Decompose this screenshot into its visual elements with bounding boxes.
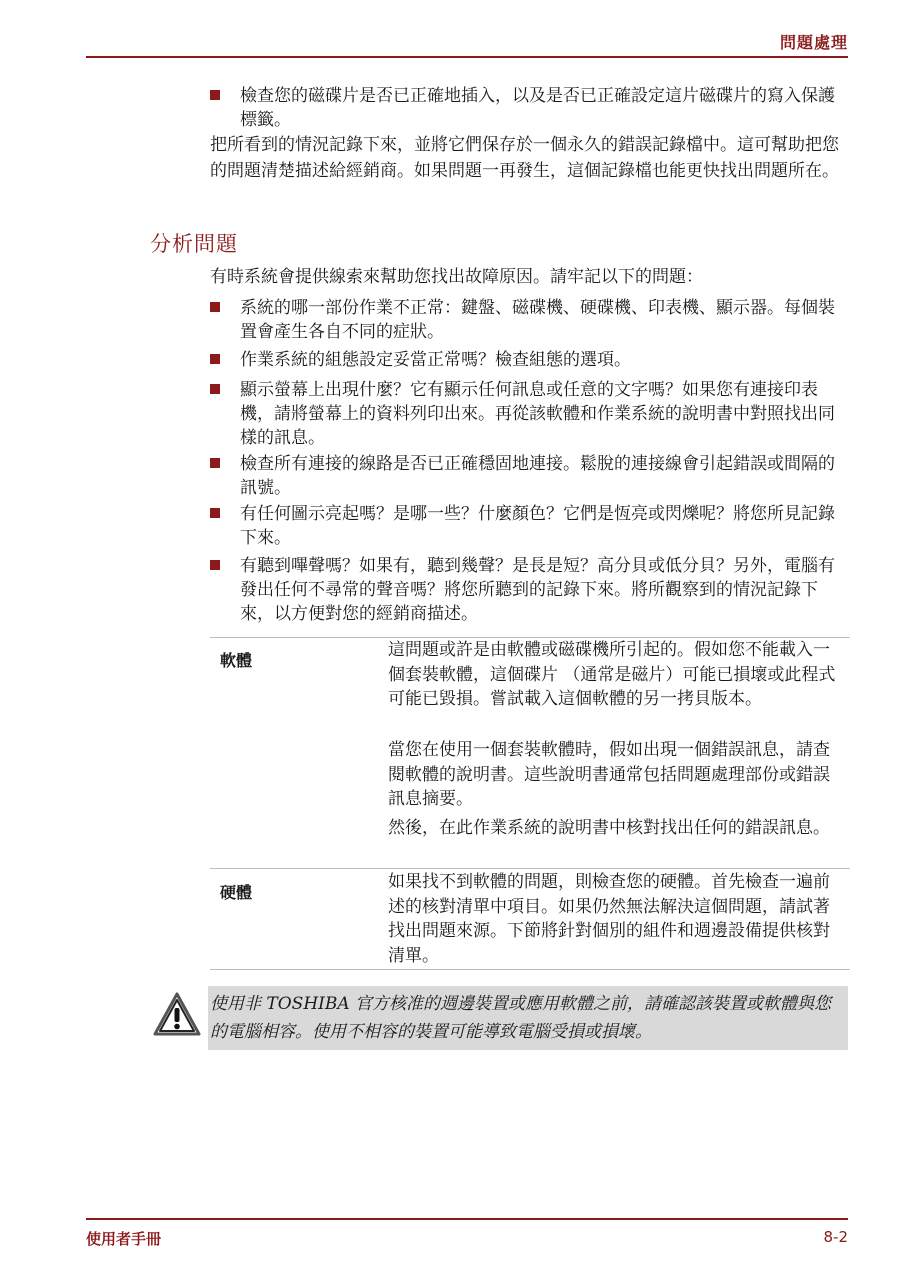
list-item bbox=[210, 378, 846, 450]
list-item bbox=[210, 554, 846, 626]
warning-text: 使用非 TOSHIBA 官方核准的週邊裝置或應用軟體之前，請確認該裝置或軟體與您的電腦相容。使用不相容的裝置可能導致電腦受損或損壞。 bbox=[210, 994, 832, 1042]
list-item-text: 有聽到嗶聲嗎？如果有，聽到幾聲？是長是短？高分貝或低分貝？另外，電腦有發出任何不尋常的聲音嗎？將您所聽到的記錄下來。將所觀察到的情況記錄下來，以方便對您的經銷商描述。 bbox=[240, 556, 835, 624]
page-number: 8-2 bbox=[823, 1228, 848, 1246]
list-item bbox=[210, 502, 846, 550]
footer-manual-title: 使用者手冊 bbox=[86, 1230, 162, 1248]
list-item-text: 檢查所有連接的線路是否已正確穩固地連接。鬆脫的連接線會引起錯誤或間隔的訊號。 bbox=[240, 454, 835, 498]
section-heading: 分析問題 bbox=[150, 232, 238, 256]
page-header-title: 問題處理 bbox=[779, 33, 848, 52]
table-rule bbox=[210, 868, 850, 869]
footer-divider bbox=[86, 1218, 848, 1220]
list-item bbox=[210, 84, 846, 132]
list-item bbox=[210, 452, 846, 500]
list-item-text: 檢查您的磁碟片是否已正確地插入，以及是否已正確設定這片磁碟片的寫入保護標籤。 bbox=[240, 86, 835, 130]
list-item bbox=[210, 296, 846, 344]
table-cell-paragraph: 然後，在此作業系統的說明書中核對找出任何的錯誤訊息。 bbox=[388, 818, 830, 838]
bullet-square-icon bbox=[210, 508, 220, 518]
bullet-square-icon bbox=[210, 354, 220, 364]
bullet-square-icon bbox=[210, 560, 220, 570]
table-cell-paragraph: 這問題或許是由軟體或磁碟機所引起的。假如您不能載入一個套裝軟體，這個碟片 （通常是磁片）可能已損壞或此程式可能已毀損。嘗試載入這個軟體的另一拷貝版本。 bbox=[388, 640, 836, 709]
list-item-text: 有任何圖示亮起嗎？是哪一些？什麼顏色？它們是恆亮或閃爍呢？將您所見記錄下來。 bbox=[240, 504, 835, 548]
header-divider bbox=[86, 56, 848, 58]
table-rule bbox=[210, 969, 850, 970]
bullet-square-icon bbox=[210, 302, 220, 312]
bullet-square-icon bbox=[210, 90, 220, 100]
intro-paragraph: 把所看到的情況記錄下來，並將它們保存於一個永久的錯誤記錄檔中。這可幫助把您的問題清楚描述給經銷商。如果問題一再發生，這個記錄檔也能更快找出問題所在。 bbox=[210, 135, 839, 181]
bullet-square-icon bbox=[210, 384, 220, 394]
bullet-square-icon bbox=[210, 458, 220, 468]
list-item-text: 作業系統的組態設定妥當正常嗎？檢查組態的選項。 bbox=[240, 350, 631, 370]
warning-triangle-icon bbox=[153, 990, 201, 1038]
table-cell-paragraph: 如果找不到軟體的問題，則檢查您的硬體。首先檢查一遍前述的核對清單中項目。如果仍然無法解決這個問題，請試著找出問題來源。下節將針對個別的組件和週邊設備提供核對清單。 bbox=[388, 872, 830, 966]
list-item-text: 系統的哪一部份作業不正常：鍵盤、磁碟機、硬碟機、印表機、顯示器。每個裝置會產生各自不同的症狀。 bbox=[240, 298, 835, 342]
table-row-label-software: 軟體 bbox=[220, 651, 253, 670]
list-item bbox=[210, 348, 846, 372]
section-intro: 有時系統會提供線索來幫助您找出故障原因。請牢記以下的問題： bbox=[210, 267, 703, 287]
table-row-label-hardware: 硬體 bbox=[220, 883, 253, 902]
table-cell-paragraph: 當您在使用一個套裝軟體時，假如出現一個錯誤訊息，請查閱軟體的說明書。這些說明書通常包括問題處理部份或錯誤訊息摘要。 bbox=[388, 740, 830, 809]
list-item-text: 顯示螢幕上出現什麼？它有顯示任何訊息或任意的文字嗎？如果您有連接印表機，請將螢幕上的資料列印出來。再從該軟體和作業系統的說明書中對照找出同樣的訊息。 bbox=[240, 380, 835, 448]
